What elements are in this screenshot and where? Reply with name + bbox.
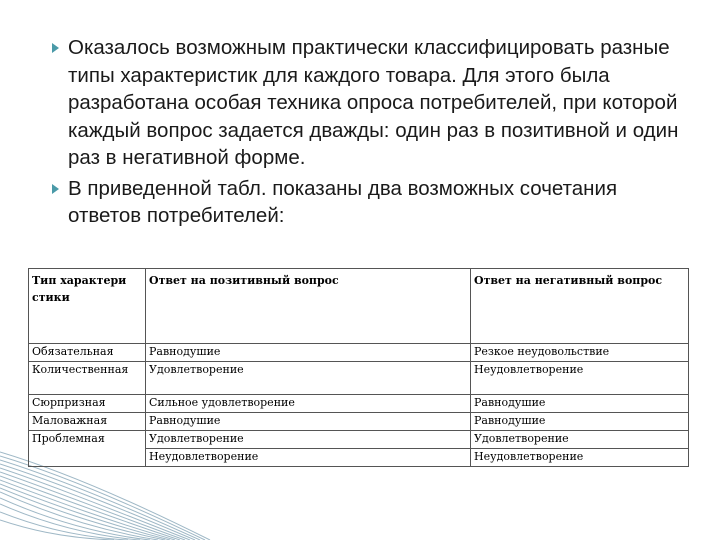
table-row	[29, 431, 689, 449]
bullet-list	[52, 34, 692, 233]
triangle-bullet-icon	[52, 43, 59, 53]
answers-table	[28, 268, 689, 467]
bullet-item	[52, 175, 692, 230]
table-cell: Сильное удовлетворение	[146, 395, 471, 413]
table-cell: Неудовлетворение	[471, 362, 689, 395]
table-cell: Резкое неудовольствие	[471, 344, 689, 362]
bullet-text: В приведенной табл. показаны два возможных сочетания ответов потребителей:	[68, 176, 618, 227]
header-type: Тип характери стики	[29, 269, 146, 344]
table-cell: Количественная	[29, 362, 146, 395]
bullet-item	[52, 34, 692, 172]
header-positive: Ответ на позитивный вопрос	[146, 269, 471, 344]
table-cell: Удовлетворение	[146, 431, 471, 449]
table-row	[29, 344, 689, 362]
table-cell: Обязательная	[29, 344, 146, 362]
table-cell: Равнодушие	[146, 344, 471, 362]
table-row	[29, 362, 689, 395]
table-cell: Неудовлетворение	[471, 449, 689, 467]
table-cell: Сюрпризная	[29, 395, 146, 413]
table-header-row	[29, 269, 689, 344]
table-cell: Неудовлетворение	[146, 449, 471, 467]
table-cell: Проблемная	[29, 431, 146, 467]
table-cell: Равнодушие	[471, 413, 689, 431]
table-row	[29, 395, 689, 413]
triangle-bullet-icon	[52, 184, 59, 194]
bullet-text: Оказалось возможным практически классифицировать разные типы характеристик для каждого товара. Для этого была разработана особая техника опроса потребителей, при которой каждый вопрос задается дважды: один раз в позитивной и один раз в негативной форме.	[68, 36, 679, 169]
table-row	[29, 413, 689, 431]
table-cell: Удовлетворение	[146, 362, 471, 395]
table-cell: Маловажная	[29, 413, 146, 431]
header-negative: Ответ на негативный вопрос	[471, 269, 689, 344]
table-cell: Равнодушие	[146, 413, 471, 431]
table-cell: Равнодушие	[471, 395, 689, 413]
table-cell: Удовлетворение	[471, 431, 689, 449]
